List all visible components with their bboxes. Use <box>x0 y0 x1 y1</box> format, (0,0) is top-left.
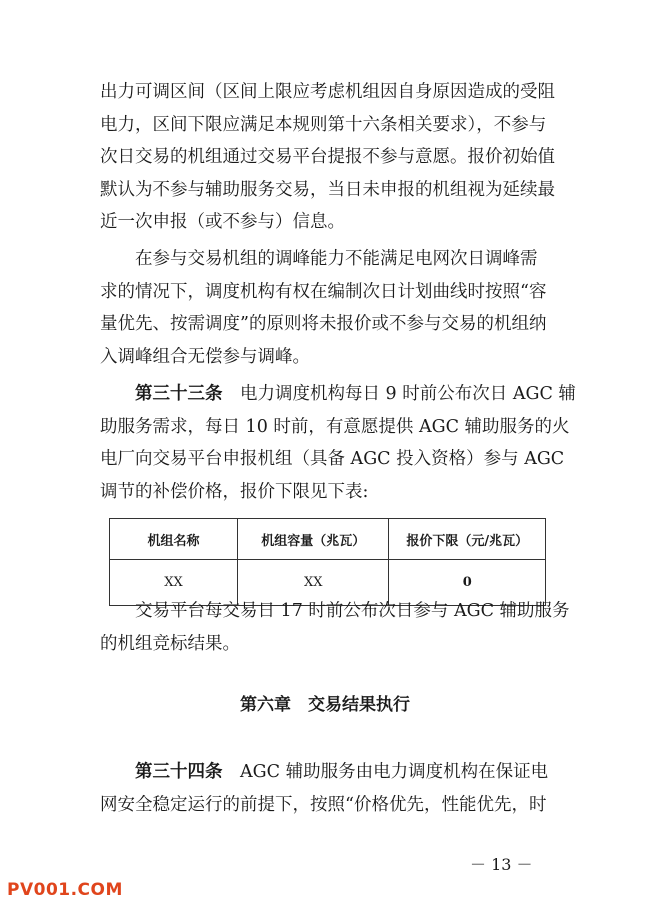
chapter-heading: 第六章 交易结果执行 <box>240 695 410 715</box>
article-33-text: 电力调度机构每日 9 时前公布次日 AGC 辅 <box>240 384 576 404</box>
text-line: 量优先、按需调度”的原则将未报价或不参与交易的机组纳 <box>100 314 547 334</box>
text-line: 助服务需求，每日 10 时前，有意愿提供 AGC 辅助服务的火 <box>100 416 570 437</box>
text-line: 交易平台每交易日 17 时前公布次日参与 AGC 辅助服务 <box>135 601 570 621</box>
text-line: 电力，区间下限应满足本规则第十六条相关要求），不参与 <box>100 114 547 135</box>
text-line: 的机组竞标结果。 <box>100 633 240 654</box>
price-limit-table <box>109 518 546 606</box>
article-34 <box>100 756 560 821</box>
text-line <box>100 378 576 411</box>
text-line: 入调峰组合无偿参与调峰。 <box>100 346 310 367</box>
table-cell: XX <box>110 560 238 606</box>
paragraph-after-table <box>100 595 570 660</box>
article-34-text: AGC 辅助服务由电力调度机构在保证电 <box>240 762 549 782</box>
text-line: 默认为不参与辅助服务交易，当日未申报的机组视为延续最 <box>100 179 555 200</box>
table-header-cell: 机组容量（兆瓦） <box>237 519 389 560</box>
paragraph-peak-regulation <box>100 243 560 373</box>
table-header-cell: 报价下限（元/兆瓦） <box>389 519 546 560</box>
page-number: － 13 － <box>470 855 533 874</box>
text-line: 电厂向交易平台申报机组（具备 AGC 投入资格）参与 AGC <box>100 449 565 469</box>
text-line: 出力可调区间（区间上限应考虑机组因自身原因造成的受阻 <box>100 82 555 102</box>
text-line: 近一次申报（或不参与）信息。 <box>100 212 345 232</box>
table-cell: 0 <box>389 560 546 606</box>
text-line: 次日交易的机组通过交易平台提报不参与意愿。报价初始值 <box>100 147 555 167</box>
text-line: 调节的补偿价格，报价下限见下表: <box>100 481 369 502</box>
article-33-title: 第三十三条 <box>135 384 223 404</box>
text-line: 求的情况下，调度机构有权在编制次日计划曲线时按照“容 <box>100 281 547 302</box>
table-header-row <box>110 519 546 560</box>
paragraph-continuation <box>100 76 560 239</box>
watermark: PV001.COM <box>7 880 123 900</box>
text-line <box>100 756 560 789</box>
article-33 <box>100 378 576 508</box>
text-line: 网安全稳定运行的前提下，按照“价格优先，性能优先，时 <box>100 794 547 815</box>
table-header-cell: 机组名称 <box>110 519 238 560</box>
article-34-title: 第三十四条 <box>135 762 223 782</box>
table-cell: XX <box>237 560 389 606</box>
text-line: 在参与交易机组的调峰能力不能满足电网次日调峰需 <box>135 249 538 269</box>
